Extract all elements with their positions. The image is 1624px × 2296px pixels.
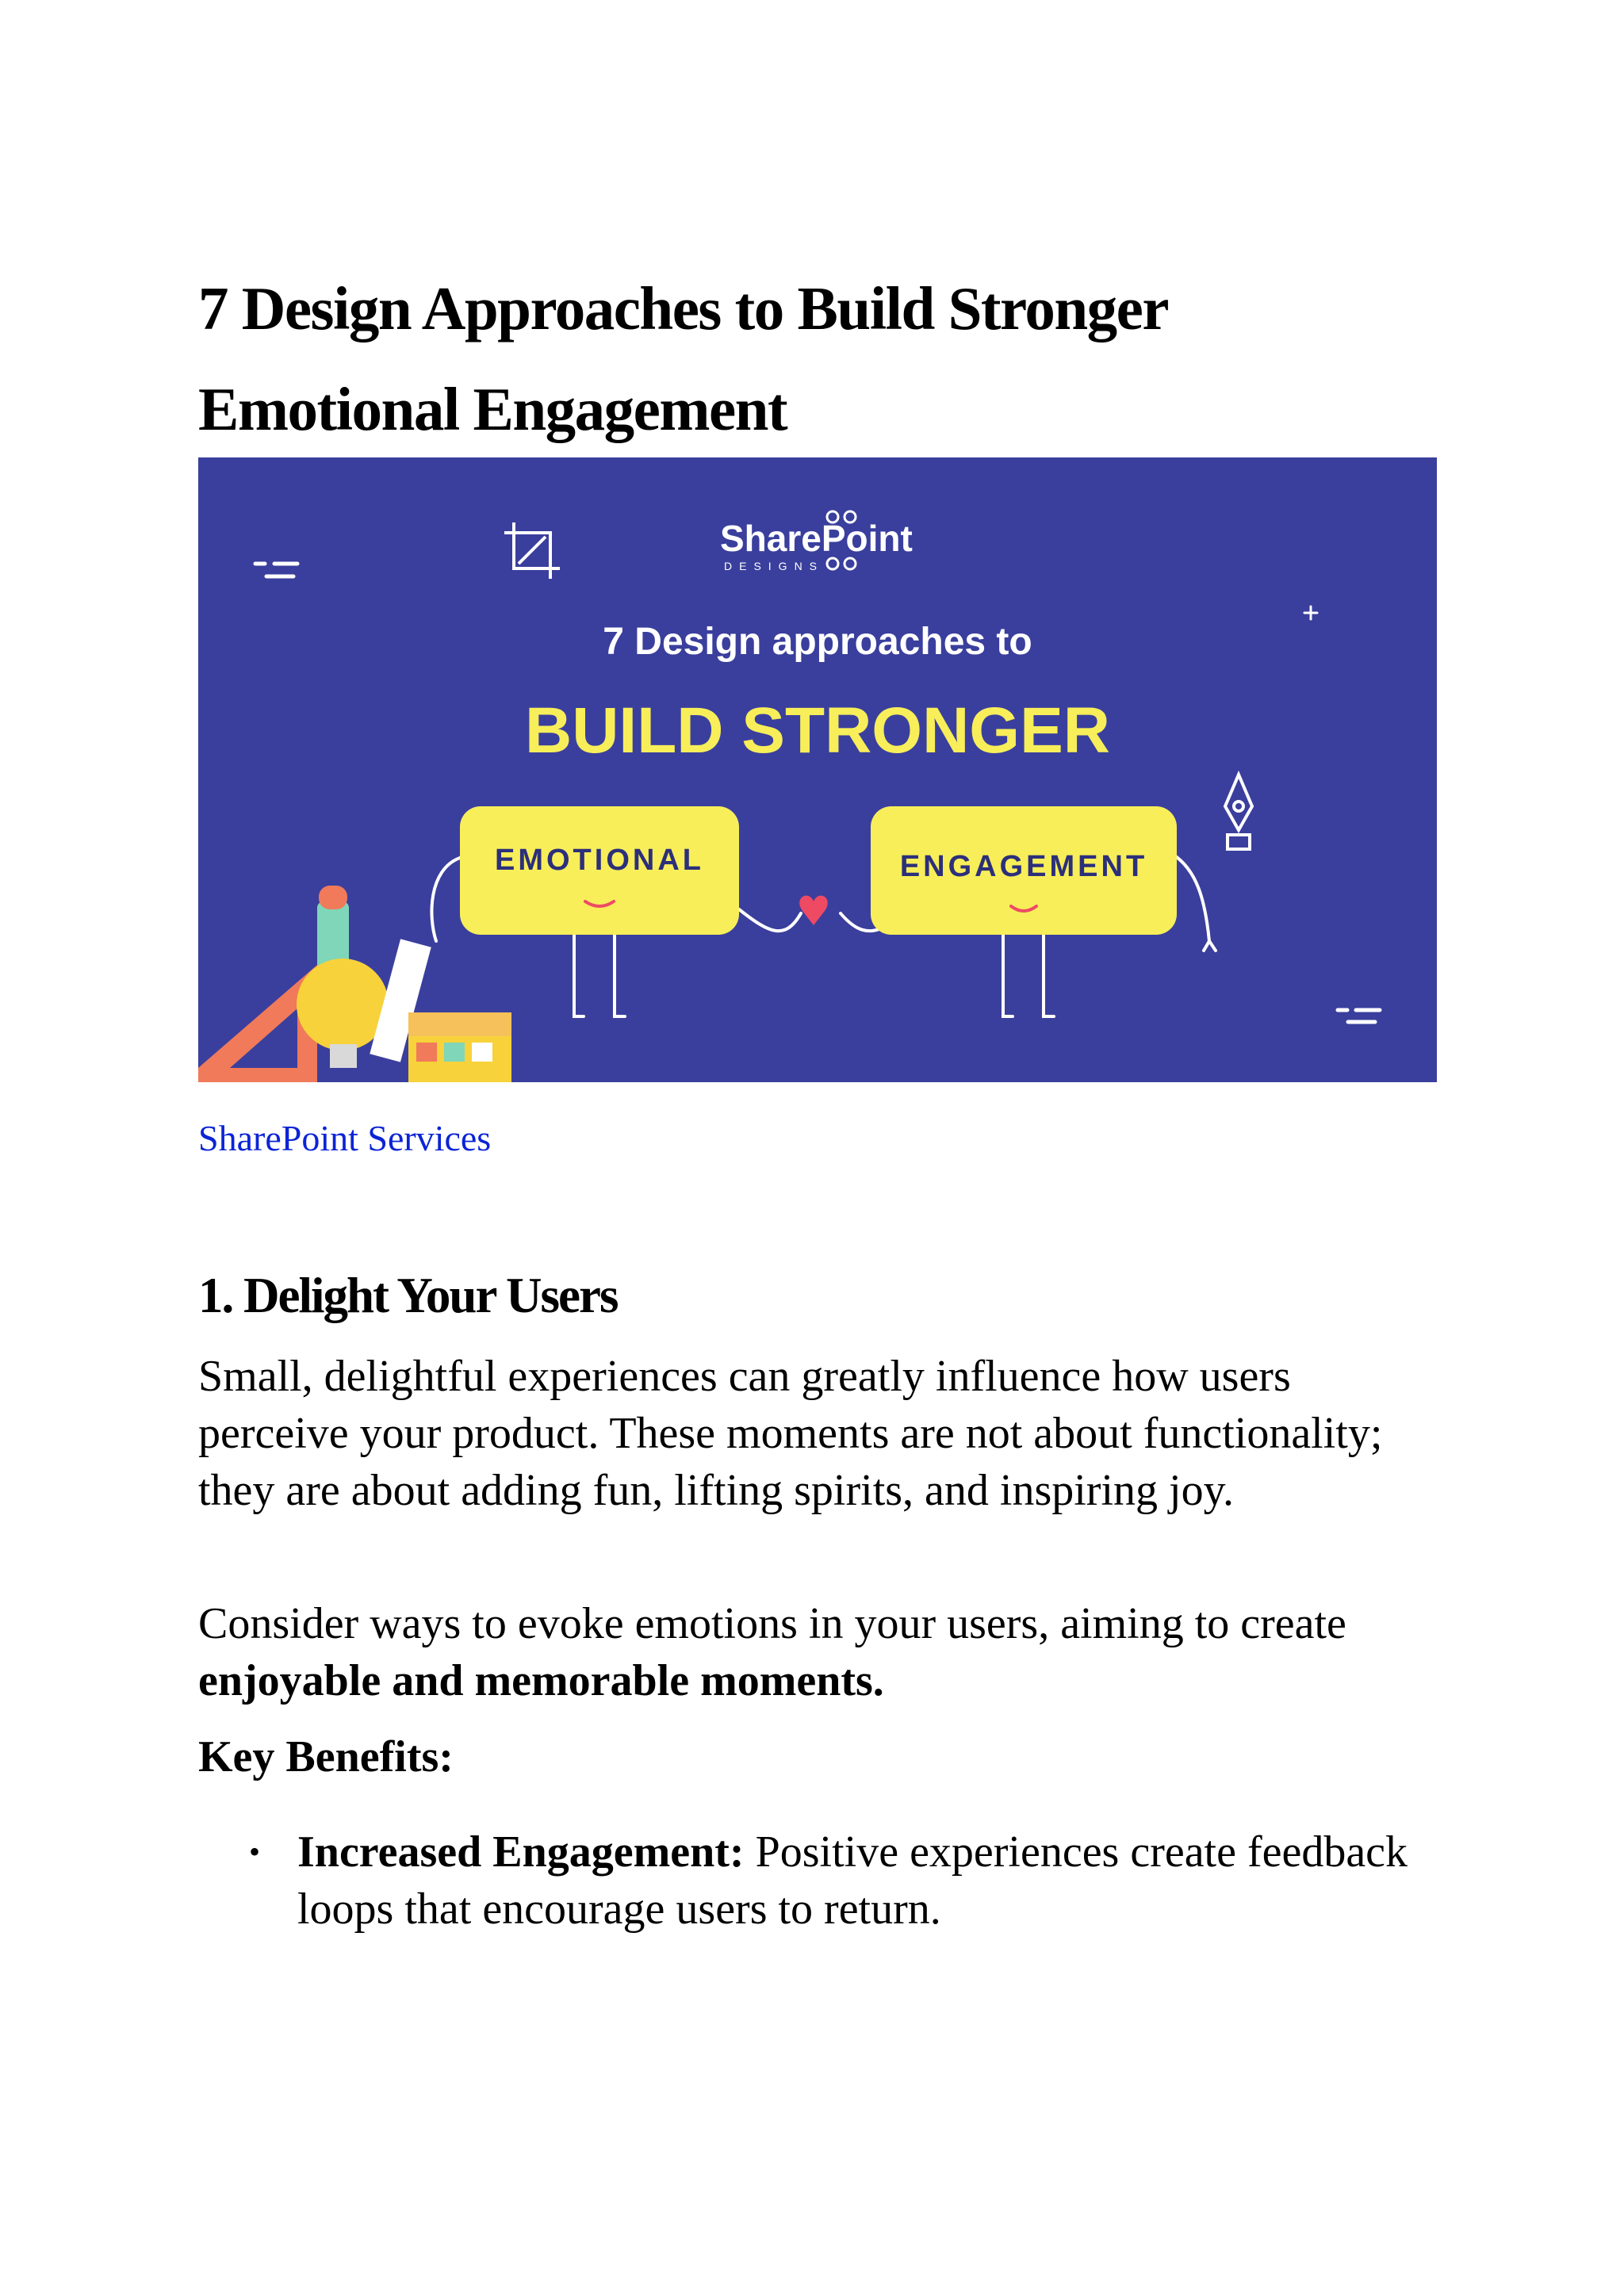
- banner-headline: 7 Design approaches to: [603, 621, 1032, 663]
- benefit-title: Increased Engagement:: [297, 1827, 745, 1877]
- paragraph-evoke-text: Consider ways to evoke emotions in your users, aiming to create: [198, 1599, 1346, 1648]
- section-heading: 1. Delight Your Users: [198, 1268, 618, 1323]
- heart-icon: [799, 896, 828, 925]
- logo-sub-text: DESIGNS: [724, 560, 825, 572]
- paragraph-evoke-bold: enjoyable and memorable moments.: [198, 1656, 884, 1705]
- hero-banner-image: [198, 457, 1437, 1082]
- crop-icon: [504, 522, 560, 579]
- benefit-text: Positive experiences create feedback loops that encourage users to return.: [297, 1827, 1408, 1934]
- benefits-list: [198, 1823, 1435, 1938]
- pen-tool-icon: [1225, 775, 1252, 849]
- engagement-card-label: ENGAGEMENT: [899, 850, 1148, 883]
- paragraph-delight: Small, delightful experiences can greatly influence how users perceive your product. These moments are not about functionality; they are about adding fun, lifting spirits, and inspiring joy.: [198, 1352, 1383, 1515]
- article-title: [198, 258, 1467, 460]
- bullet-icon: •: [249, 1834, 261, 1869]
- sparkle-icon: [1304, 607, 1317, 619]
- article-title-line2: Emotional Engagement: [198, 375, 787, 443]
- sharepoint-designs-logo: [720, 511, 913, 572]
- logo-main-text: SharePoint: [720, 518, 913, 559]
- article-title-line1: 7 Design Approaches to Build Stronger: [198, 274, 1169, 342]
- emotional-card-label: EMOTIONAL: [495, 844, 704, 877]
- banner-big-headline: BUILD STRONGER: [525, 695, 1110, 767]
- dash-decoration-icon: [255, 564, 297, 576]
- dash-decoration-icon: [1338, 1010, 1380, 1022]
- key-benefits-heading: Key Benefits:: [198, 1732, 454, 1781]
- sharepoint-services-link[interactable]: SharePoint Services: [198, 1118, 492, 1158]
- benefit-item: [198, 1823, 1435, 1938]
- paragraph-evoke-emotions: [198, 1595, 1435, 1709]
